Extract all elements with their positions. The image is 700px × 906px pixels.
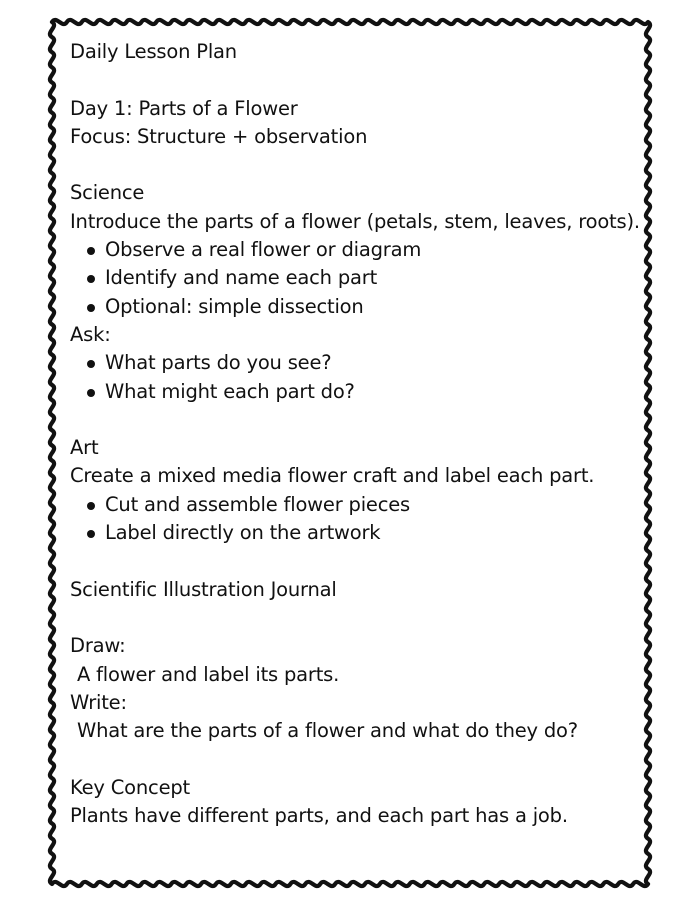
art-bullet-list	[70, 491, 650, 548]
draw-text: A flower and label its parts.	[77, 662, 340, 686]
art-intro: Create a mixed media flower craft and label each part.	[70, 464, 595, 488]
write-label: Write:	[70, 690, 127, 714]
list-item: Identify and name each part	[70, 264, 650, 292]
key-concept-text: Plants have different parts, and each part has a job.	[70, 804, 568, 828]
list-item: Optional: simple dissection	[70, 293, 650, 321]
page-title: Daily Lesson Plan	[70, 40, 237, 63]
science-heading: Science	[70, 181, 145, 205]
ask-label: Ask:	[70, 322, 111, 346]
journal-heading: Scientific Illustration Journal	[70, 577, 337, 601]
list-item: Label directly on the artwork	[70, 519, 650, 547]
list-item: Observe a real flower or diagram	[70, 236, 650, 264]
list-item: Cut and assemble flower pieces	[70, 491, 650, 519]
science-intro: Introduce the parts of a flower (petals, stem, leaves, roots).	[70, 209, 640, 233]
focus-line: Focus: Structure + observation	[70, 124, 368, 148]
list-item: What parts do you see?	[70, 349, 650, 377]
lesson-plan	[70, 38, 650, 830]
day-title: Day 1: Parts of a Flower	[70, 96, 298, 120]
key-concept-heading: Key Concept	[70, 775, 190, 799]
list-item: What might each part do?	[70, 378, 650, 406]
ask-bullet-list	[70, 349, 650, 406]
draw-label: Draw:	[70, 634, 126, 658]
write-text: What are the parts of a flower and what do they do?	[77, 719, 578, 743]
art-heading: Art	[70, 436, 99, 460]
science-bullet-list	[70, 236, 650, 321]
